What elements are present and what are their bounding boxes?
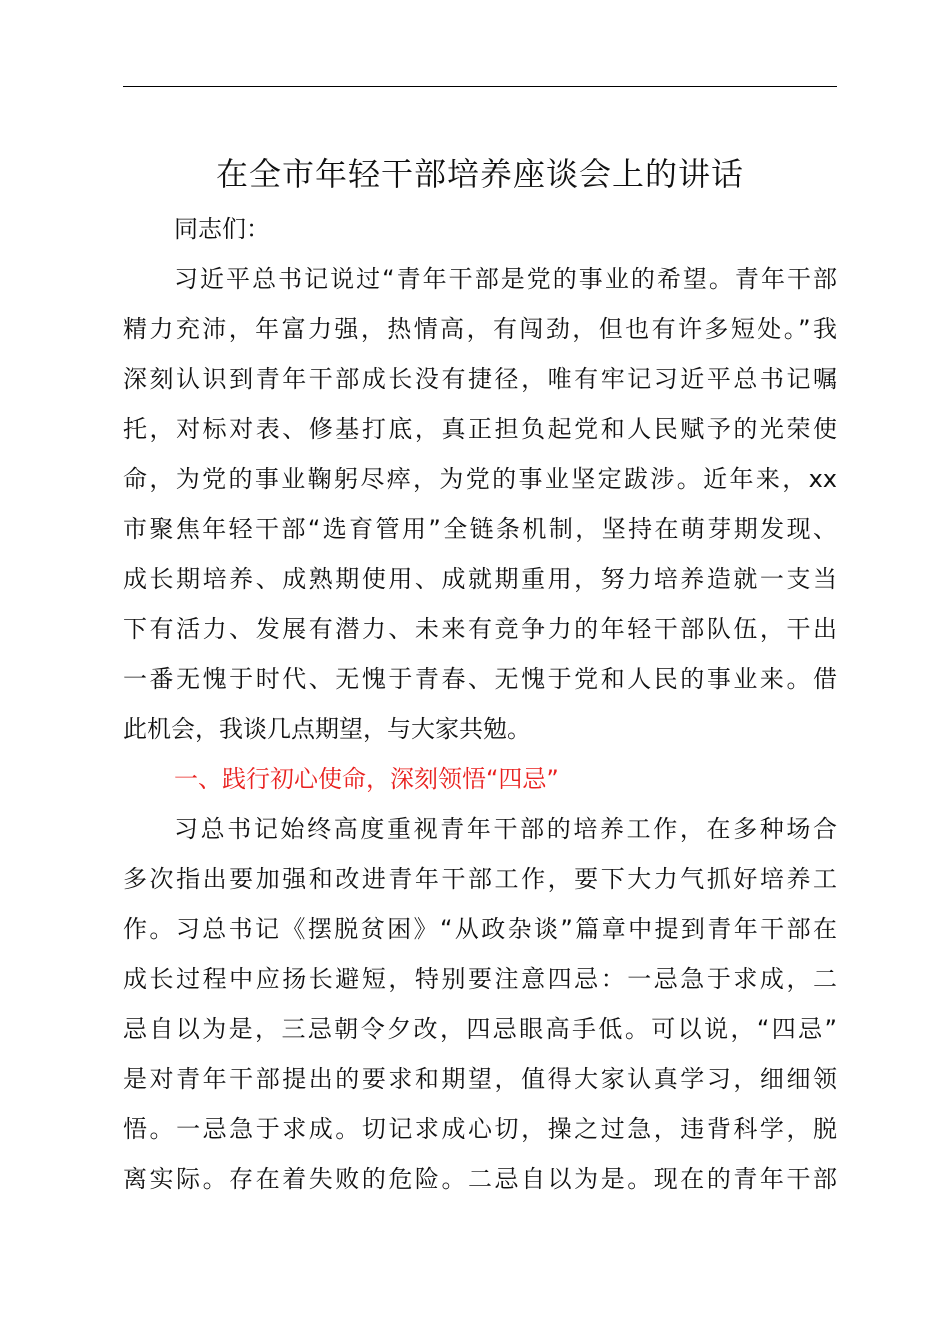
body-line: 忌自以为是，三忌朝令夕改，四忌眼高手低。可以说，“四忌” bbox=[123, 1015, 837, 1043]
body-line: 托，对标对表、修基打底，真正担负起党和人民赋予的光荣使 bbox=[123, 415, 837, 443]
body-line: 作。习总书记《摆脱贫困》“从政杂谈”篇章中提到青年干部在 bbox=[123, 915, 837, 943]
body-line: 下有活力、发展有潜力、未来有竞争力的年轻干部队伍，干出 bbox=[123, 615, 837, 643]
document-title: 在全市年轻干部培养座谈会上的讲话 bbox=[215, 155, 744, 193]
body-line: 命，为党的事业鞠躬尽瘁，为党的事业坚定跋涉。近年来，xx bbox=[123, 465, 837, 493]
body-line: 同志们： bbox=[174, 215, 270, 243]
body-line: 一番无愧于时代、无愧于青春、无愧于党和人民的事业来。借 bbox=[123, 665, 837, 693]
body-line: 多次指出要加强和改进青年干部工作，要下大力气抓好培养工 bbox=[123, 865, 837, 893]
body-line: 此机会，我谈几点期望，与大家共勉。 bbox=[123, 715, 531, 743]
document-body bbox=[123, 204, 837, 1204]
body-line: 市聚焦年轻干部“选育管用”全链条机制，坚持在萌芽期发现、 bbox=[123, 515, 837, 543]
body-line: 习总书记始终高度重视青年干部的培养工作，在多种场合 bbox=[174, 815, 837, 843]
body-line: 习近平总书记说过“青年干部是党的事业的希望。青年干部 bbox=[174, 265, 837, 293]
body-line: 深刻认识到青年干部成长没有捷径，唯有牢记习近平总书记嘱 bbox=[123, 365, 837, 393]
body-line: 成长过程中应扬长避短，特别要注意四忌：一忌急于求成，二 bbox=[123, 965, 837, 993]
body-line: 成长期培养、成熟期使用、成就期重用，努力培养造就一支当 bbox=[123, 565, 837, 593]
body-line: 是对青年干部提出的要求和期望，值得大家认真学习，细细领 bbox=[123, 1065, 837, 1093]
body-line: 精力充沛，年富力强，热情高，有闯劲，但也有许多短处。”我 bbox=[123, 315, 837, 343]
header-rule bbox=[123, 86, 837, 87]
body-line: 离实际。存在着失败的危险。二忌自以为是。现在的青年干部 bbox=[123, 1165, 837, 1193]
section-heading: 一、践行初心使命，深刻领悟“四忌” bbox=[174, 765, 559, 793]
body-line: 悟。一忌急于求成。切记求成心切，操之过急，违背科学，脱 bbox=[123, 1115, 837, 1143]
